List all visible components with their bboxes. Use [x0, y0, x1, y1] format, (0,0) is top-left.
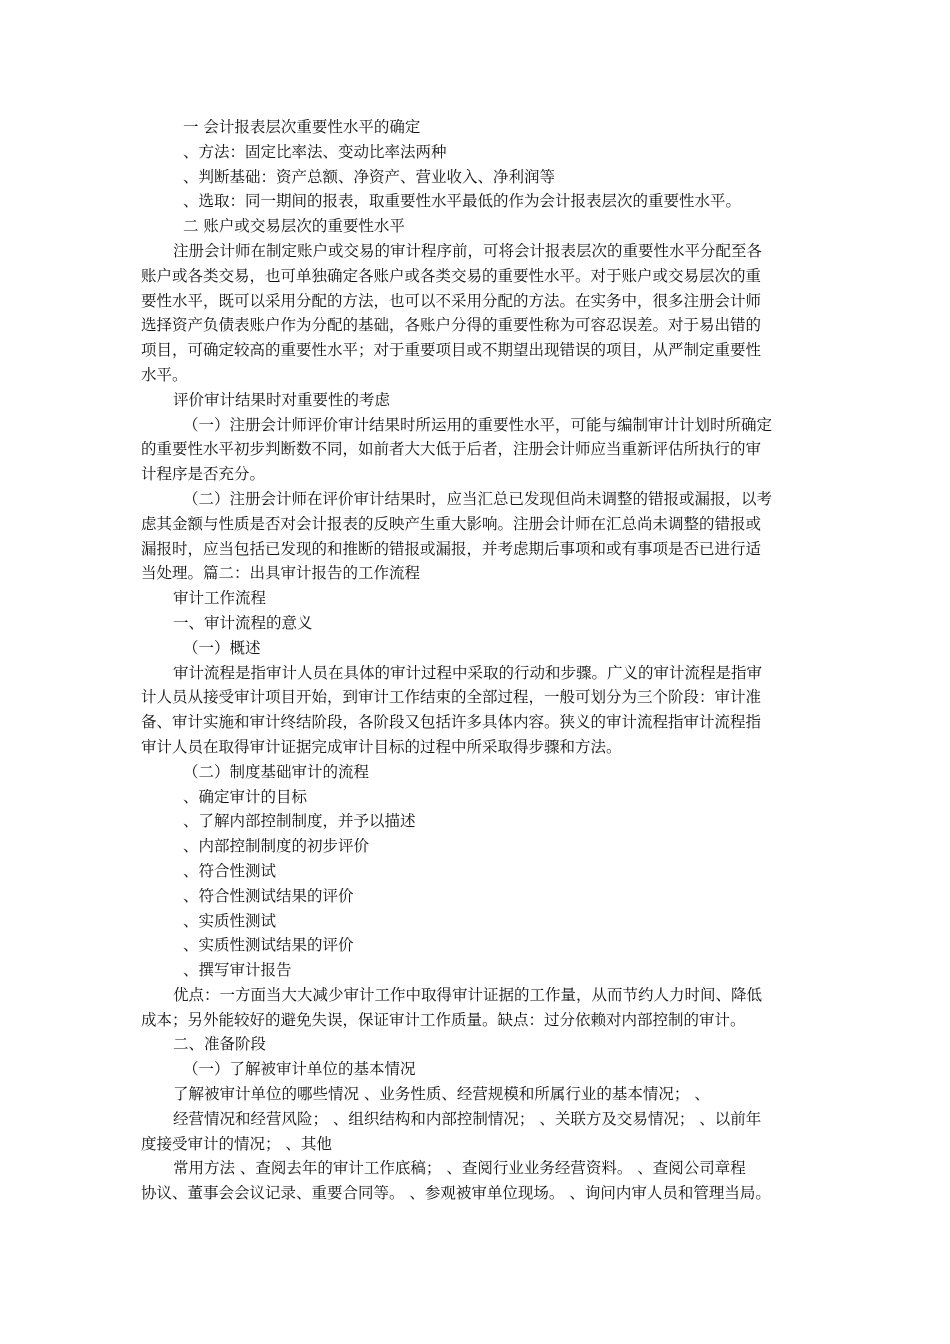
paragraph-line: 优点：一方面当大大减少审计工作中取得审计证据的工作量，从而节约人力时间、降低	[173, 985, 763, 1004]
list-item: 、选取：同一期间的报表，取重要性水平最低的作为会计报表层次的重要性水平。	[183, 192, 742, 211]
paragraph-line: 项目，可确定较高的重要性水平；对于重要项目或不期望出现错误的项目，从严制定重要性	[141, 341, 762, 360]
list-item: 、方法：固定比率法、变动比率法两种	[183, 142, 447, 161]
heading-understand-entity: （一）了解被审计单位的基本情况	[183, 1060, 416, 1079]
paragraph-pros-cons	[141, 983, 813, 1033]
list-item: 、内部控制制度的初步评价	[183, 837, 370, 856]
paragraph-line: 度接受审计的情况； 、其他	[141, 1134, 332, 1153]
paragraph-line: 选择资产负债表账户作为分配的基础，各账户分得的重要性称为可容忍误差。对于易出错的	[141, 316, 762, 335]
paragraph-line: 备、审计实施和审计终结阶段，各阶段又包括许多具体内容。狭义的审计流程指审计流程指	[141, 713, 762, 732]
heading-overview: （一）概述	[183, 638, 261, 657]
list-item: 、符合性测试结果的评价	[183, 886, 354, 905]
paragraph-line: 水平。	[141, 365, 188, 384]
paragraph-line: 审计人员在取得审计证据完成审计目标的过程中所采取得步骤和方法。	[141, 737, 622, 756]
list-item: 、实质性测试	[183, 911, 277, 930]
paragraph-line: 计程序是否充分。	[141, 465, 266, 484]
section-heading-2: 二 账户或交易层次的重要性水平	[183, 217, 405, 236]
heading-system-audit: （二）制度基础审计的流程	[183, 762, 370, 781]
list-item: 、符合性测试	[183, 861, 277, 880]
list-item: 、了解内部控制制度，并予以描述	[183, 812, 416, 831]
heading-evaluation: 评价审计结果时对重要性的考虑	[173, 390, 391, 409]
paragraph-overview	[141, 661, 813, 760]
paragraph-line: 漏报时，应当包括已发现的和推断的错报或漏报，并考虑期后事项和或有事项是否已进行适	[141, 539, 762, 558]
paragraph-line: 审计流程是指审计人员在具体的审计过程中采取的行动和步骤。广义的审计流程是指审	[173, 663, 763, 682]
paragraph-eval-1	[141, 413, 813, 487]
paragraph-line: 当处理。篇二：出具审计报告的工作流程	[141, 564, 421, 583]
list-item: 、撰写审计报告	[183, 961, 292, 980]
paragraph-line: 要性水平，既可以采用分配的方法，也可以不采用分配的方法。在实务中，很多注册会计师	[141, 291, 762, 310]
paragraph-line: （一）注册会计师评价审计结果时所运用的重要性水平，可能与编制审计计划时所确定	[183, 415, 773, 434]
paragraph-line: 经营情况和经营风险； 、组织结构和内部控制情况； 、关联方及交易情况； 、以前年	[173, 1109, 762, 1128]
heading-audit-flow: 审计工作流程	[173, 589, 267, 608]
list-item: 、实质性测试结果的评价	[183, 936, 354, 955]
paragraph-line: 成本；另外能较好的避免失误，保证审计工作质量。缺点：过分依赖对内部控制的审计。	[141, 1010, 746, 1029]
paragraph-line: 账户或各类交易，也可单独确定各账户或各类交易的重要性水平。对于账户或交易层次的重	[141, 266, 762, 285]
paragraph-methods	[141, 1156, 813, 1206]
paragraph-eval-2	[141, 487, 813, 586]
section-heading-1: 一 会计报表层次重要性水平的确定	[183, 118, 421, 136]
paragraph-entity-info-cont	[141, 1107, 813, 1157]
paragraph-entity-info	[141, 1082, 813, 1107]
heading-preparation: 二、准备阶段	[173, 1035, 267, 1054]
paragraph-line: 注册会计师在制定账户或交易的审计程序前，可将会计报表层次的重要性水平分配至各	[173, 241, 763, 260]
list-item: 、确定审计的目标	[183, 787, 308, 806]
paragraph-account-level	[141, 239, 813, 388]
heading-flow-meaning: 一、审计流程的意义	[173, 613, 313, 632]
paragraph-line: 计人员从接受审计项目开始，到审计工作结束的全部过程，一般可划分为三个阶段：审计准	[141, 688, 762, 707]
paragraph-line: 的重要性水平初步判断数不同，如前者大大低于后者，注册会计师应当重新评估所执行的审	[141, 440, 762, 459]
paragraph-line: 协议、董事会会议记录、重要合同等。 、参观被审单位现场。 、询问内审人员和管理当局。	[141, 1184, 771, 1203]
list-item: 、判断基础：资产总额、净资产、营业收入、净利润等	[183, 167, 556, 186]
paragraph-line: （二）注册会计师在评价审计结果时，应当汇总已发现但尚未调整的错报或漏报，以考	[183, 489, 773, 508]
paragraph-line: 常用方法 、查阅去年的审计工作底稿； 、查阅行业业务经营资料。 、查阅公司章程	[173, 1159, 746, 1178]
paragraph-line: 了解被审计单位的哪些情况 、业务性质、经营规模和所属行业的基本情况； 、	[173, 1085, 710, 1104]
paragraph-line: 虑其金额与性质是否对会计报表的反映产生重大影响。注册会计师在汇总尚未调整的错报或	[141, 514, 762, 533]
